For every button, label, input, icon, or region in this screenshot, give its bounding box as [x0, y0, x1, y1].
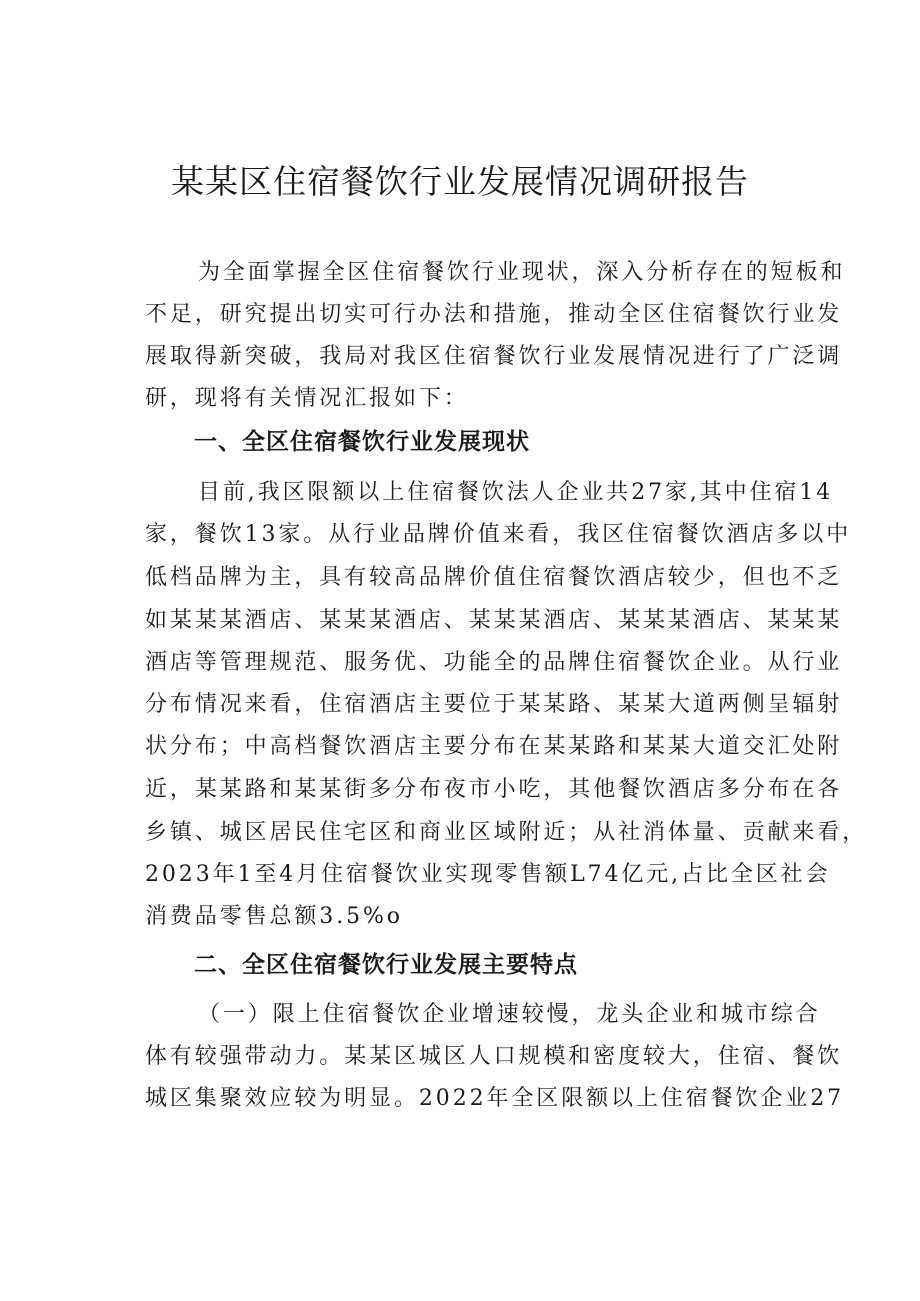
document-title: 某某区住宿餐饮行业发展情况调研报告 — [171, 162, 749, 201]
section-heading-1: 一、全区住宿餐饮行业发展现状 — [194, 429, 530, 455]
section1-paragraph-line: 2023年1至4月住宿餐饮业实现零售额L74亿元,占比全区社会 — [145, 862, 831, 887]
section1-paragraph-line: 近，某某路和某某街多分布夜市小吃，其他餐饮酒店多分布在各 — [145, 777, 843, 802]
section1-paragraph-line: 状分布；中高档餐饮酒店主要分布在某某路和某某大道交汇处附 — [145, 734, 843, 759]
section-heading-2: 二、全区住宿餐饮行业发展主要特点 — [194, 952, 578, 978]
section1-paragraph-line: 乡镇、城区居民住宅区和商业区域附近；从社消体量、贡献来看， — [145, 820, 868, 845]
section1-paragraph-line: 消费品零售总额3.5%o — [145, 904, 403, 929]
section1-paragraph-line: 酒店等管理规范、服务优、功能全的品牌住宿餐饮企业。从行业 — [145, 650, 843, 675]
intro-paragraph-line: 展取得新突破，我局对我区住宿餐饮行业发展情况进行了广泛调 — [145, 344, 843, 369]
section2-paragraph-line: 城区集聚效应较为明显。2022年全区限额以上住宿餐饮企业27 — [145, 1086, 844, 1111]
intro-paragraph-line: 不足，研究提出切实可行办法和措施，推动全区住宿餐饮行业发 — [145, 302, 843, 327]
section1-paragraph-line: 低档品牌为主，具有较高品牌价值住宿餐饮酒店较少，但也不乏 — [145, 565, 843, 590]
section1-paragraph-line: 分布情况来看，住宿酒店主要位于某某路、某某大道两侧呈辐射 — [145, 692, 843, 717]
intro-paragraph-line: 研，现将有关情况汇报如下： — [145, 386, 469, 411]
section2-paragraph-line: （一）限上住宿餐饮企业增速较慢，龙头企业和城市综合 — [198, 1002, 821, 1027]
intro-paragraph-line: 为全面掌握全区住宿餐饮行业现状，深入分析存在的短板和 — [198, 260, 846, 285]
section1-paragraph-line: 家，餐饮13家。从行业品牌价值来看，我区住宿餐饮酒店多以中 — [145, 522, 852, 547]
section1-paragraph-line: 如某某某酒店、某某某酒店、某某某酒店、某某某酒店、某某某 — [145, 608, 843, 633]
section2-paragraph-line: 体有较强带动力。某某区城区人口规模和密度较大，住宿、餐饮 — [145, 1044, 843, 1069]
section1-paragraph-line: 目前,我区限额以上住宿餐饮法人企业共27家,其中住宿14 — [198, 480, 834, 505]
